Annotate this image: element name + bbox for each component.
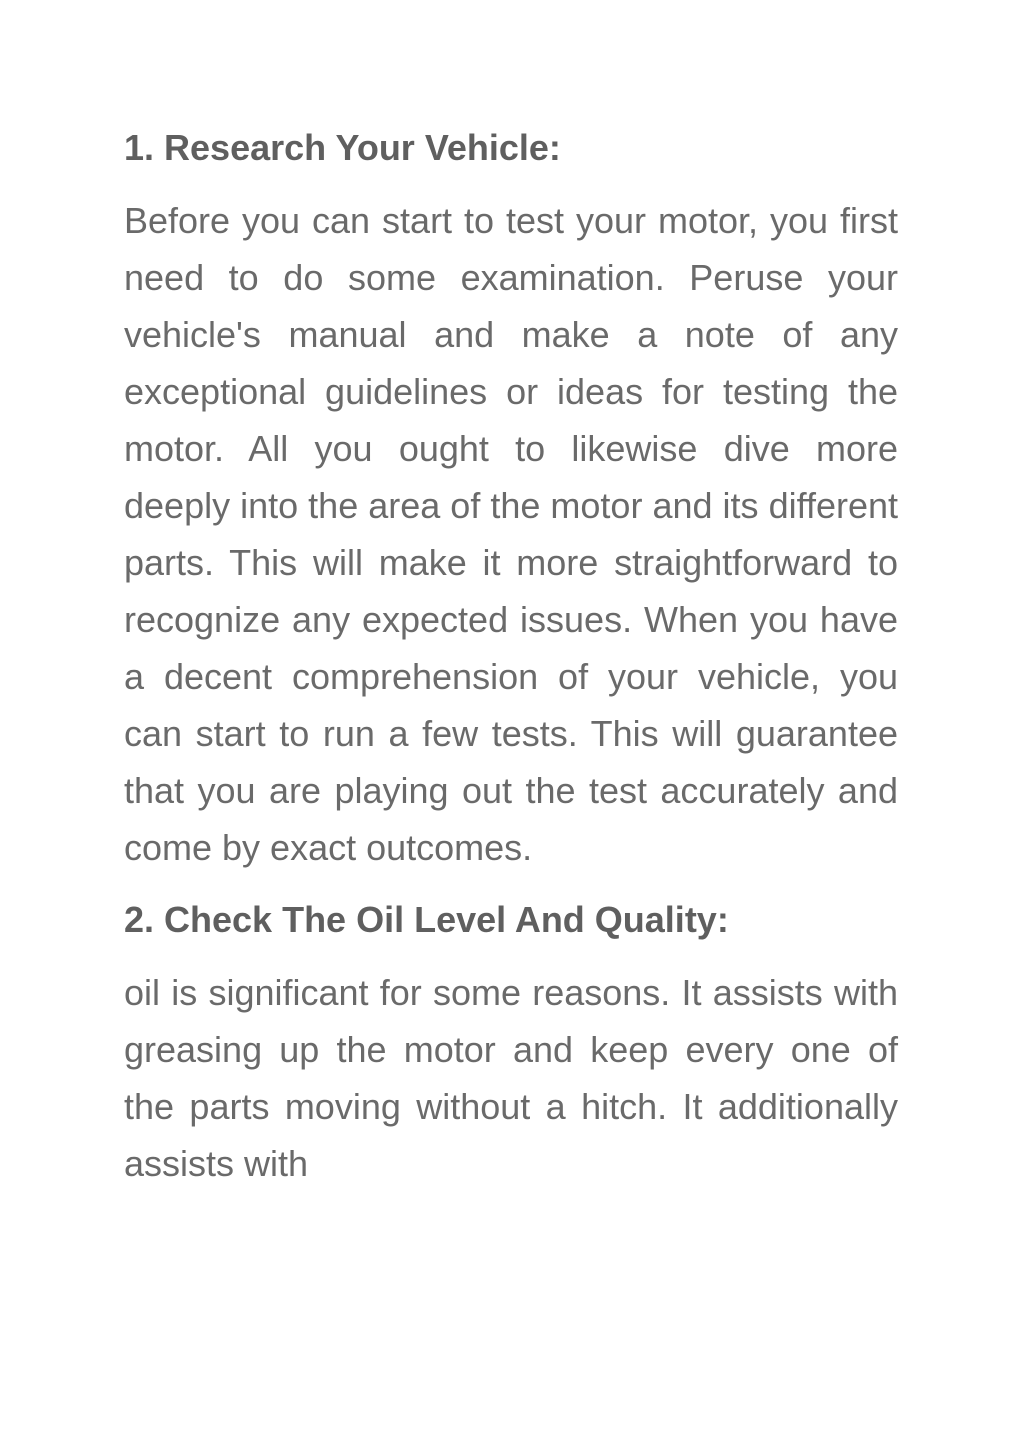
section-body-check-oil: oil is significant for some reasons. It assists with greasing up the motor and keep every one of the parts moving without a hitch. It additionally assists with [124, 972, 898, 1184]
section-heading-check-oil: 2. Check The Oil Level And Quality: [124, 899, 729, 940]
section-heading-research-vehicle: 1. Research Your Vehicle: [124, 127, 561, 168]
document-page [124, 120, 898, 1192]
section-body-research-vehicle: Before you can start to test your motor, you first need to do some examination. Peruse your vehicle's manual and make a note of any exceptional guidelines or ideas for testing the motor. All you ought to likewise dive more deeply into the area of the motor and its different parts. This will make it more straightforward to recognize any expected issues. When you have a decent comprehension of your vehicle, you can start to run a few tests. This will guarantee that you are playing out the test accurately and come by exact outcomes. [124, 200, 898, 868]
